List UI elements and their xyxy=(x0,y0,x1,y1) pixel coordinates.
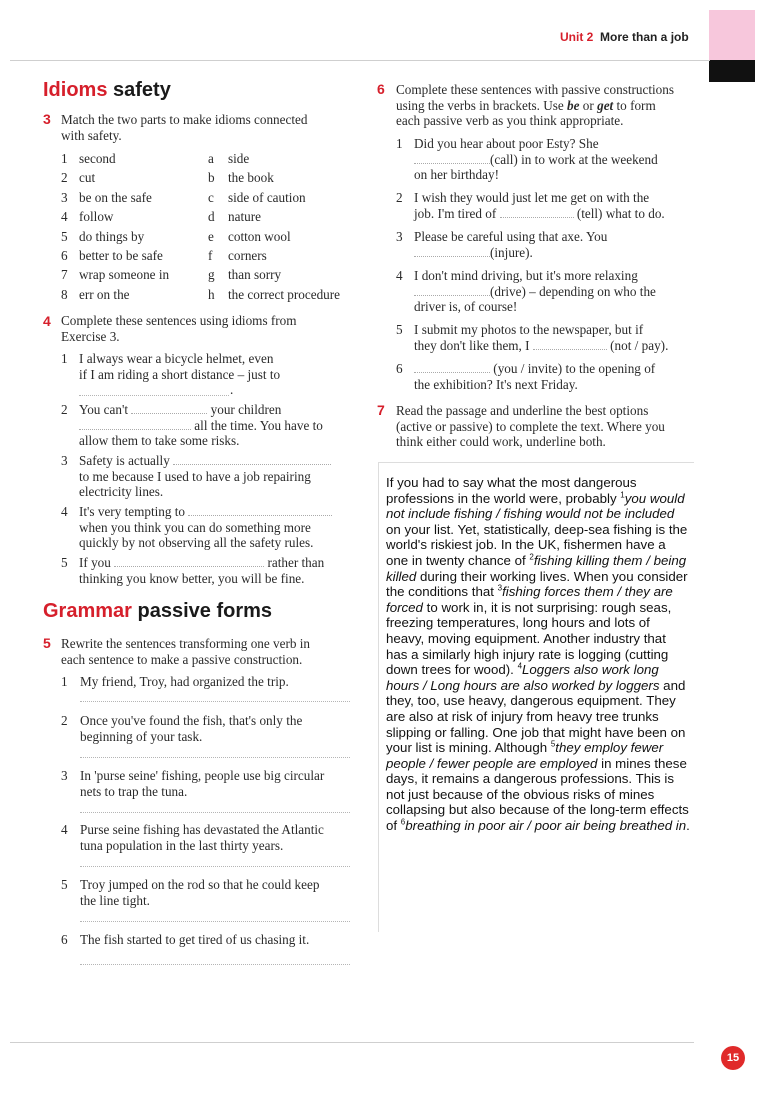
ex5-sentence: Once you've found the fish, that's only the beginning of your task. xyxy=(80,713,303,744)
ex5-answer-line[interactable] xyxy=(80,964,350,965)
ex5-item-number: 2 xyxy=(61,713,68,728)
ex6-sentence-1: Did you hear about poor Esty? She (call) in to work at the weekend on her birthday! xyxy=(414,136,658,183)
ex3-right-item: cotton wool xyxy=(228,228,291,244)
ex4-blank-2b[interactable] xyxy=(79,419,191,430)
option-1[interactable]: you would not include fishing / fishing would not be included xyxy=(386,490,685,522)
ex3-left-number: 8 xyxy=(61,286,68,302)
ex3-left-number: 4 xyxy=(61,209,68,225)
exercise-5-instruction: Rewrite the sentences transforming one verb in each sentence to make a passive construction. xyxy=(61,636,311,667)
ex5-answer-line[interactable] xyxy=(80,812,350,813)
ex3-left-number: 1 xyxy=(61,151,68,166)
ex3-left-item: cut xyxy=(79,170,96,186)
reading-passage: If you had to say what the most dangerous professions in the world were, probably $^1$you would not include fishing / fishing would not be included on your list. Yet, statistically, deep-sea fishing is the world's riskiest job. In the UK, fishermen have a one in twenty chance of $^2$fishing killing them / being killed during their working lives. When you consider the conditions that $^3$fishing forces them / they are forced to work in, it is not surprising: rough seas, freezing temperatures, long hours and lots of heavy, moving equipment. Another industry that has a similarly high injury rate is logging (cutting down trees for wood). $^4$Loggers also work long hours / Long hours are also worked by loggers and they, too, use heavy, dangerous equipment. They are also at risk of injury from heavy tree trunks slipping or falling. One job that might have been on your list is mining. Although $^5$they employ fewer people / fewer people are employed in mines these days, it remains a dangerous professions. This is not just because of the obvious risks of mines collapsing but also because of the long-term effects of $^6$breathing in poor air / poor air being breathed in. xyxy=(386,475,690,834)
option-6[interactable]: breathing in poor air / poor air being breathed in xyxy=(405,818,687,834)
ex3-right-item: side of caution xyxy=(228,189,306,205)
ex5-item-number: 5 xyxy=(61,877,68,892)
unit-title: More than a job xyxy=(600,30,689,44)
ex3-right-letter: d xyxy=(208,209,215,225)
ex3-right-item: nature xyxy=(228,209,261,225)
ex4-answer-line-1[interactable] xyxy=(79,395,229,396)
exercise-3-instruction: Match the two parts to make idioms connected with safety. xyxy=(61,112,308,143)
exercise-7-instruction: Read the passage and underline the best options (active or passive) to complete the text. Where you think either could work, underline both. xyxy=(396,403,665,450)
ex5-sentence: The fish started to get tired of us chasing it. xyxy=(80,932,310,947)
ex6-blank-3[interactable] xyxy=(414,246,490,257)
ex3-right-item: the book xyxy=(228,170,274,186)
exercise-6-instruction: Complete these sentences with passive constructions using the verbs in brackets. Use be or get to form each passive verb as you think appropriate. xyxy=(396,82,674,129)
ex4-period: . xyxy=(230,382,234,397)
footer-divider xyxy=(10,1042,694,1043)
page-number: 15 xyxy=(721,1046,745,1070)
ex6-sentence-5: I submit my photos to the newspaper, but if they don't like them, I (not / pay). xyxy=(414,322,669,353)
ex6-blank-1[interactable] xyxy=(414,153,490,164)
ex3-left-item: err on the xyxy=(79,286,130,302)
ex3-right-letter: e xyxy=(208,228,214,244)
ex4-blank-2a[interactable] xyxy=(131,403,207,414)
exercise-7-number: 7 xyxy=(377,402,385,418)
ex3-right-item: the correct procedure xyxy=(228,286,341,302)
ex3-left-item: do things by xyxy=(79,228,145,244)
black-tab xyxy=(709,60,755,82)
option-4[interactable]: Loggers also work long hours / Long hours are also worked by loggers xyxy=(386,662,660,693)
ex6-sentence-6: (you / invite) to the opening of the exhibition? It's next Friday. xyxy=(414,361,656,392)
ex6-item-number: 5 xyxy=(396,322,403,337)
ex4-blank-5[interactable] xyxy=(114,556,264,567)
ex3-right-item: than sorry xyxy=(228,267,282,283)
ex3-left-number: 5 xyxy=(61,228,68,244)
ex3-right-item: corners xyxy=(228,248,267,263)
ex5-sentence: In 'purse seine' fishing, people use big circular nets to trap the tuna. xyxy=(80,768,325,799)
idioms-section-title: Idioms safety xyxy=(43,79,171,101)
ex3-right-letter: f xyxy=(208,248,213,263)
ex3-right-letter: c xyxy=(208,189,214,205)
exercise-6-number: 6 xyxy=(377,81,385,97)
exercise-4-number: 4 xyxy=(43,313,51,329)
ex3-left-number: 2 xyxy=(61,170,68,186)
ex5-sentence: Troy jumped on the rod so that he could keep the line tight. xyxy=(80,877,320,908)
ex6-item-number: 3 xyxy=(396,229,403,244)
unit-number: Unit 2 xyxy=(560,30,594,44)
ex6-item-number: 1 xyxy=(396,136,403,151)
ex3-left-number: 6 xyxy=(61,248,68,263)
ex4-item-number: 2 xyxy=(61,402,68,417)
option-3[interactable]: fishing forces them / they are forced xyxy=(386,584,673,615)
ex4-item-number: 5 xyxy=(61,555,68,570)
ex6-item-number: 6 xyxy=(396,361,403,376)
ex3-left-item: better to be safe xyxy=(79,248,163,263)
ex4-sentence-2: You can't your children all the time. You have to allow them to take some risks. xyxy=(79,402,323,449)
ex5-sentence: My friend, Troy, had organized the trip. xyxy=(80,674,289,689)
ex5-sentence: Purse seine fishing has devastated the Atlantic tuna population in the last thirty years. xyxy=(80,822,324,853)
ex6-sentence-2: I wish they would just let me get on with the job. I'm tired of (tell) what to do. xyxy=(414,190,665,221)
ex5-item-number: 1 xyxy=(61,674,68,689)
ex4-item-number: 3 xyxy=(61,453,68,468)
ex6-blank-4[interactable] xyxy=(414,285,490,296)
exercise-5-number: 5 xyxy=(43,635,51,651)
ex4-sentence-3: Safety is actually to me because I used to have a job repairing electricity lines. xyxy=(79,453,331,500)
grammar-section-title: Grammar passive forms xyxy=(43,600,273,622)
ex4-sentence-4: It's very tempting to when you think you can do something more quickly by not observing all the safety rules. xyxy=(79,504,332,551)
ex3-left-item: second xyxy=(79,151,116,166)
ex4-item-number: 4 xyxy=(61,504,68,519)
ex3-left-item: wrap someone in xyxy=(79,267,170,283)
ex6-sentence-3: Please be careful using that axe. You (injure). xyxy=(414,229,608,260)
ex5-answer-line[interactable] xyxy=(80,757,350,758)
ex5-item-number: 3 xyxy=(61,768,68,783)
pink-tab xyxy=(709,10,755,60)
ex3-right-item: side xyxy=(228,151,250,166)
unit-label xyxy=(560,30,689,44)
ex5-answer-line[interactable] xyxy=(80,866,350,867)
ex3-right-letter: a xyxy=(208,151,214,166)
ex6-blank-5[interactable] xyxy=(533,339,607,350)
ex5-answer-line[interactable] xyxy=(80,701,350,702)
ex3-left-number: 7 xyxy=(61,267,68,283)
ex4-blank-3[interactable] xyxy=(173,454,331,465)
exercise-3-number: 3 xyxy=(43,111,51,127)
ex6-sentence-4: I don't mind driving, but it's more relaxing (drive) – depending on who the driver is, of course! xyxy=(414,268,656,315)
ex3-left-item: follow xyxy=(79,209,114,225)
ex3-right-letter: g xyxy=(208,267,215,283)
ex3-left-number: 3 xyxy=(61,189,68,205)
ex6-blank-6[interactable] xyxy=(414,362,490,373)
header-divider xyxy=(10,60,710,61)
option-5[interactable]: they employ fewer people / fewer people are employed xyxy=(386,740,664,771)
ex6-item-number: 4 xyxy=(396,268,403,283)
ex6-item-number: 2 xyxy=(396,190,403,205)
ex4-item-number: 1 xyxy=(61,351,68,366)
ex5-item-number: 6 xyxy=(61,932,68,947)
exercise-4-instruction: Complete these sentences using idioms from Exercise 3. xyxy=(61,313,297,344)
ex6-blank-2[interactable] xyxy=(500,207,574,218)
ex4-blank-4[interactable] xyxy=(188,505,332,516)
ex5-answer-line[interactable] xyxy=(80,921,350,922)
ex3-left-item: be on the safe xyxy=(79,189,152,205)
option-2[interactable]: fishing killing them / being killed xyxy=(386,552,687,584)
ex5-item-number: 4 xyxy=(61,822,68,837)
ex4-sentence-5: If you rather than thinking you know better, you will be fine. xyxy=(79,555,325,586)
ex3-right-letter: b xyxy=(208,170,215,186)
ex4-sentence-1: I always wear a bicycle helmet, even if I am riding a short distance – just to xyxy=(79,351,281,382)
ex3-right-letter: h xyxy=(208,286,215,302)
